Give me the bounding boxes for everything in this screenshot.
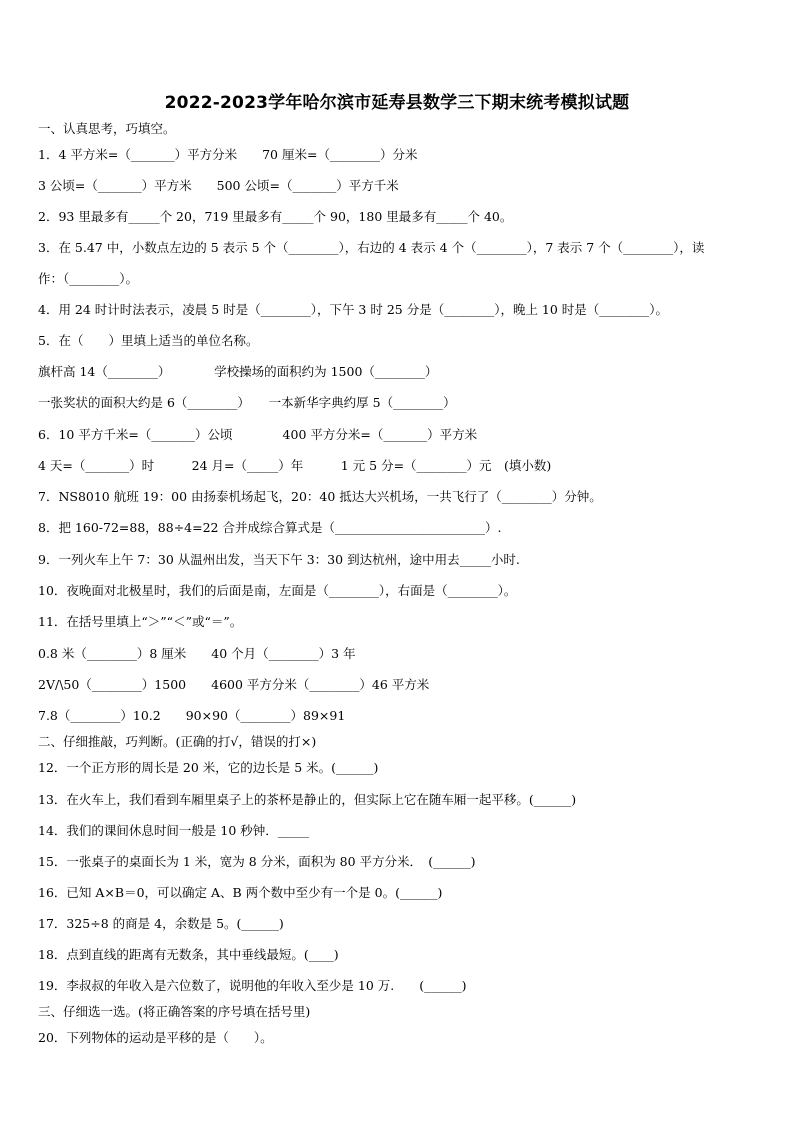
page-title: 2022-2023学年哈尔滨市延寿县数学三下期末统考模拟试题	[164, 93, 630, 113]
question-line: 4 天=（_______）时 24 月=（_____）年 1 元 5 分=（________）元 (填小数)	[38, 458, 552, 473]
question-line: 4．用 24 时计时法表示，凌晨 5 时是（________），下午 3 时 25 分是（________），晚上 10 时是（________）。	[38, 302, 669, 317]
question-line: 20．下列物体的运动是平移的是（ ）。	[38, 1030, 273, 1045]
question-line: 18．点到直线的距离有无数条，其中垂线最短。(____)	[38, 947, 339, 962]
question-line: 14．我们的课间休息时间一般是 10 秒钟．_____	[38, 823, 310, 838]
section-heading-fill-blank: 一、认真思考，巧填空。	[38, 121, 176, 136]
question-line: 1．4 平方米=（_______）平方分米 70 厘米=（________）分米	[38, 147, 418, 162]
question-line: 10．夜晚面对北极星时，我们的后面是南，左面是（________），右面是（________）。	[38, 583, 517, 598]
question-line: 15．一张桌子的桌面长为 1 米，宽为 8 分米，面积为 80 平方分米． (______)	[38, 854, 476, 869]
question-line: 旗杆高 14（________） 学校操场的面积约为 1500（________）	[38, 364, 438, 379]
question-line: 13．在火车上，我们看到车厢里桌子上的茶杯是静止的，但实际上它在随车厢一起平移。(______)	[38, 792, 577, 807]
question-line: 6．10 平方千米=（_______）公顷 400 平方分米=（_______）平方米	[38, 427, 478, 442]
question-line: 3 公顷=（_______）平方米 500 公顷=（_______）平方千米	[38, 178, 399, 193]
question-line: 作：（________）。	[38, 271, 139, 286]
question-line: 7.8（________）10.2 90×90（________）89×91	[38, 708, 346, 723]
question-line: 16．已知 A×B＝0，可以确定 A、B 两个数中至少有一个是 0。(______)	[38, 885, 443, 900]
question-line: 0.8 米（________）8 厘米 40 个月（________）3 年	[38, 646, 356, 661]
question-line: 19．李叔叔的年收入是六位数了，说明他的年收入至少是 10 万. (______)	[38, 978, 467, 993]
section-heading-choose: 三、仔细选一选。(将正确答案的序号填在括号里)	[38, 1004, 311, 1019]
question-line: 5．在（ ）里填上适当的单位名称。	[38, 333, 259, 348]
question-line: 11．在括号里填上“＞”“＜”或“＝”。	[38, 614, 243, 629]
question-line: 8．把 160-72=88，88÷4=22 合并成综合算式是（________________________）.	[38, 520, 502, 535]
section-heading-judge: 二、仔细推敲，巧判断。(正确的打√，错误的打×)	[38, 734, 317, 749]
question-line: 一张奖状的面积大约是 6（________） 一本新华字典约厚 5（________）	[38, 395, 456, 410]
question-line: 17．325÷8 的商是 4，余数是 5。(______)	[38, 916, 284, 931]
question-line: 9．一列火车上午 7：30 从温州出发，当天下午 3：30 到达杭州，途中用去_____小时.	[38, 552, 520, 567]
question-line: 3．在 5.47 中，小数点左边的 5 表示 5 个（________），右边的 4 表示 4 个（________），7 表示 7 个（________），读	[38, 240, 705, 255]
question-line: 7．NS8010 航班 19：00 由扬泰机场起飞，20：40 抵达大兴机场，一共飞行了（________）分钟。	[38, 489, 602, 504]
question-line: 2V/\50（________）1500 4600 平方分米（________）46 平方米	[38, 677, 430, 692]
question-line: 12．一个正方形的周长是 20 米，它的边长是 5 米。(______)	[38, 760, 379, 775]
question-line: 2．93 里最多有_____个 20，719 里最多有_____个 90，180 里最多有_____个 40。	[38, 209, 513, 224]
